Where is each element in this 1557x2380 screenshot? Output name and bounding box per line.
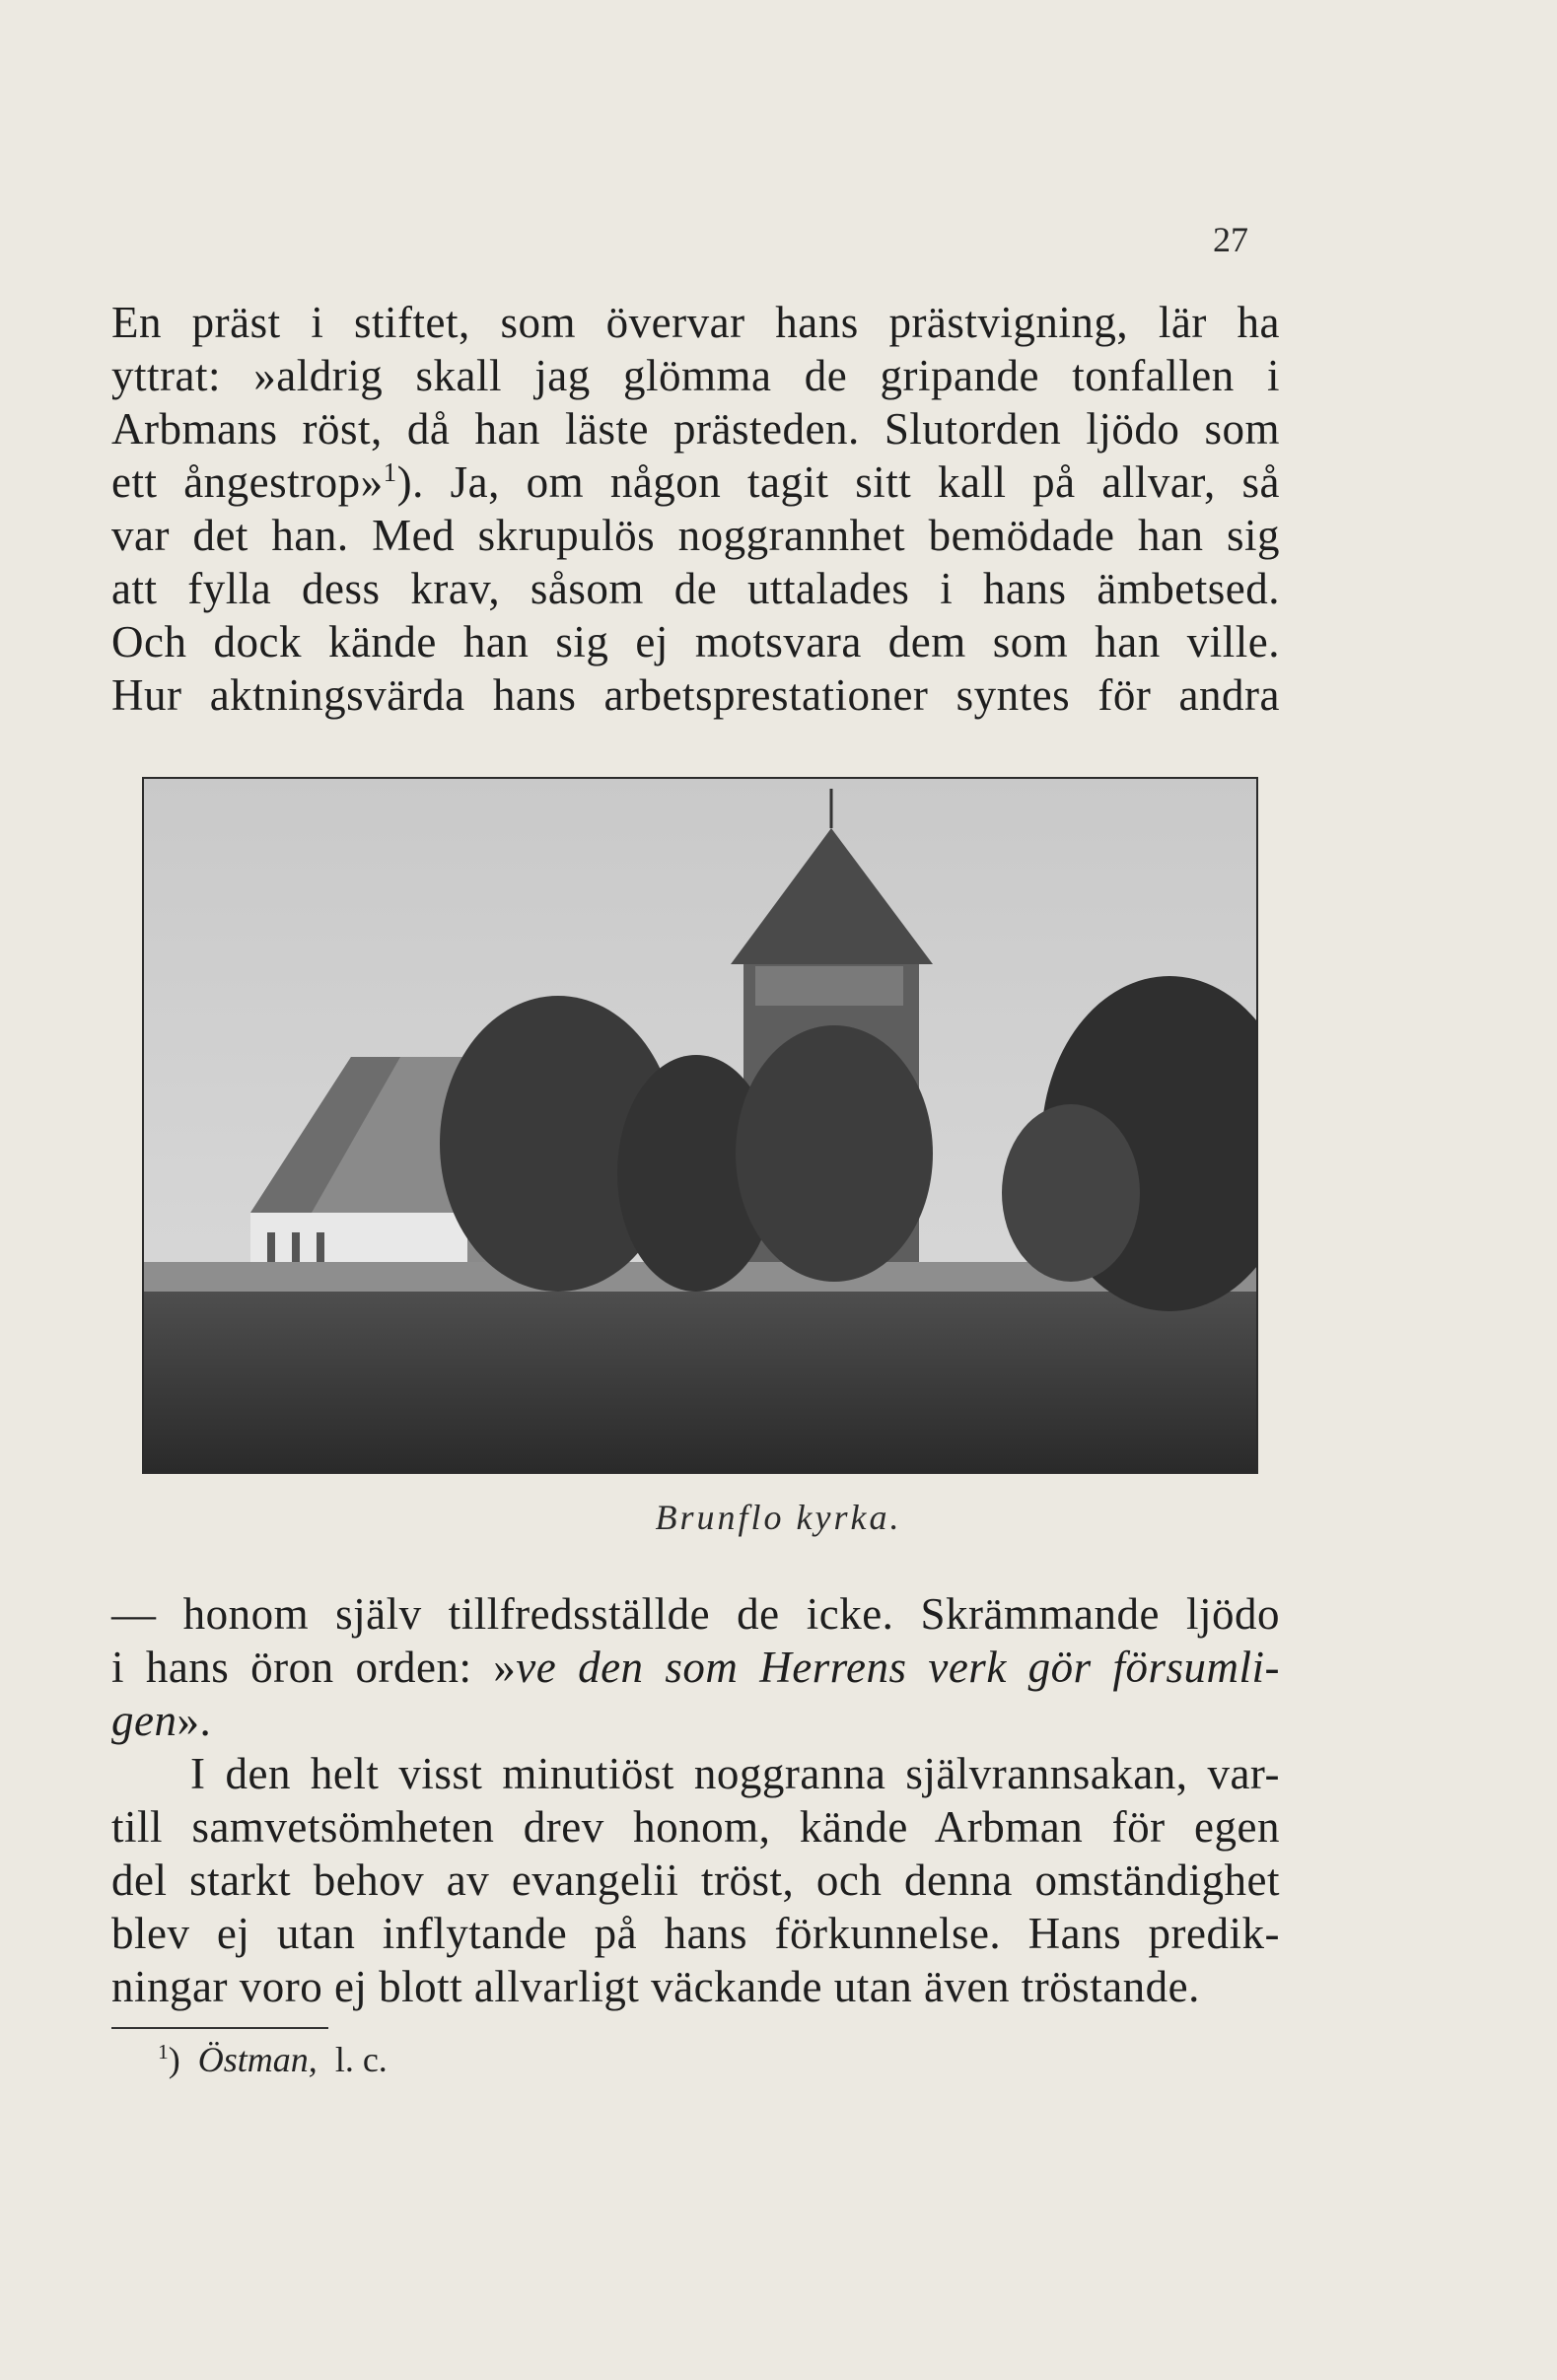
text-line: — honom själv tillfredsställde de icke. Skrämmande ljödo [111,1589,1280,1639]
footnote-reference: l. c. [334,2040,388,2079]
church-photo-illustration [144,779,1256,1472]
text-line: Hur aktningsvärda hans arbetsprestationer syntes för andra [111,670,1280,720]
footnote-marker: 1 [158,2040,169,2064]
italic-quote: ve den som Herrens verk gör försumli- [516,1643,1280,1692]
footnote-marker: 1 [383,457,397,487]
footnote-author: Östman, [197,2040,318,2079]
text-line: till samvetsömheten drev honom, kände Arbman för egen [111,1802,1280,1852]
figure-caption: Brunflo kyrka. [655,1498,902,1537]
paragraph-3 [111,1747,1280,2013]
paragraph-1 [111,296,1280,722]
text-line: Arbmans röst, då han läste prästeden. Slutorden ljödo som [111,404,1280,454]
footnote-rule [111,2027,328,2029]
footnote: $^1$) Östman, l. c. [158,2040,388,2079]
italic-quote: gen [111,1696,177,1745]
text-line-mixed [111,1694,1280,1747]
text-line: yttrat: »aldrig skall jag glömma de gripande tonfallen i [111,351,1280,400]
text-line-mixed [111,1641,1280,1694]
text-fragment: ). Ja, om någon tagit sitt kall på allvar, så [396,457,1280,507]
text-line: att fylla dess krav, såsom de uttalades i hans ämbetsed. [111,564,1280,613]
text-fragment: ». [177,1696,212,1745]
text-line-with-footnote [111,455,1280,509]
text-line: Och dock kände han sig ej motsvara dem som han ville. [111,617,1280,666]
text-line: del starkt behov av evangelii tröst, och denna omständighet [111,1855,1280,1905]
text-line: var det han. Med skrupulös noggrannhet bemödade han sig [111,511,1280,560]
paragraph-2 [111,1587,1280,1747]
church-photograph [142,777,1258,1474]
text-fragment: ett ångestrop» [111,457,384,507]
text-line: En präst i stiftet, som övervar hans prästvigning, lär ha [111,298,1280,347]
text-line: ningar voro ej blott allvarligt väckande utan även tröstande. [111,1962,1200,2011]
page-number: 27 [1213,220,1248,259]
text-line: I den helt visst minutiöst noggranna självrannsakan, var- [190,1749,1280,1798]
text-fragment: i hans öron orden: » [111,1643,517,1692]
text-line: blev ej utan inflytande på hans förkunnelse. Hans predik- [111,1909,1280,1958]
